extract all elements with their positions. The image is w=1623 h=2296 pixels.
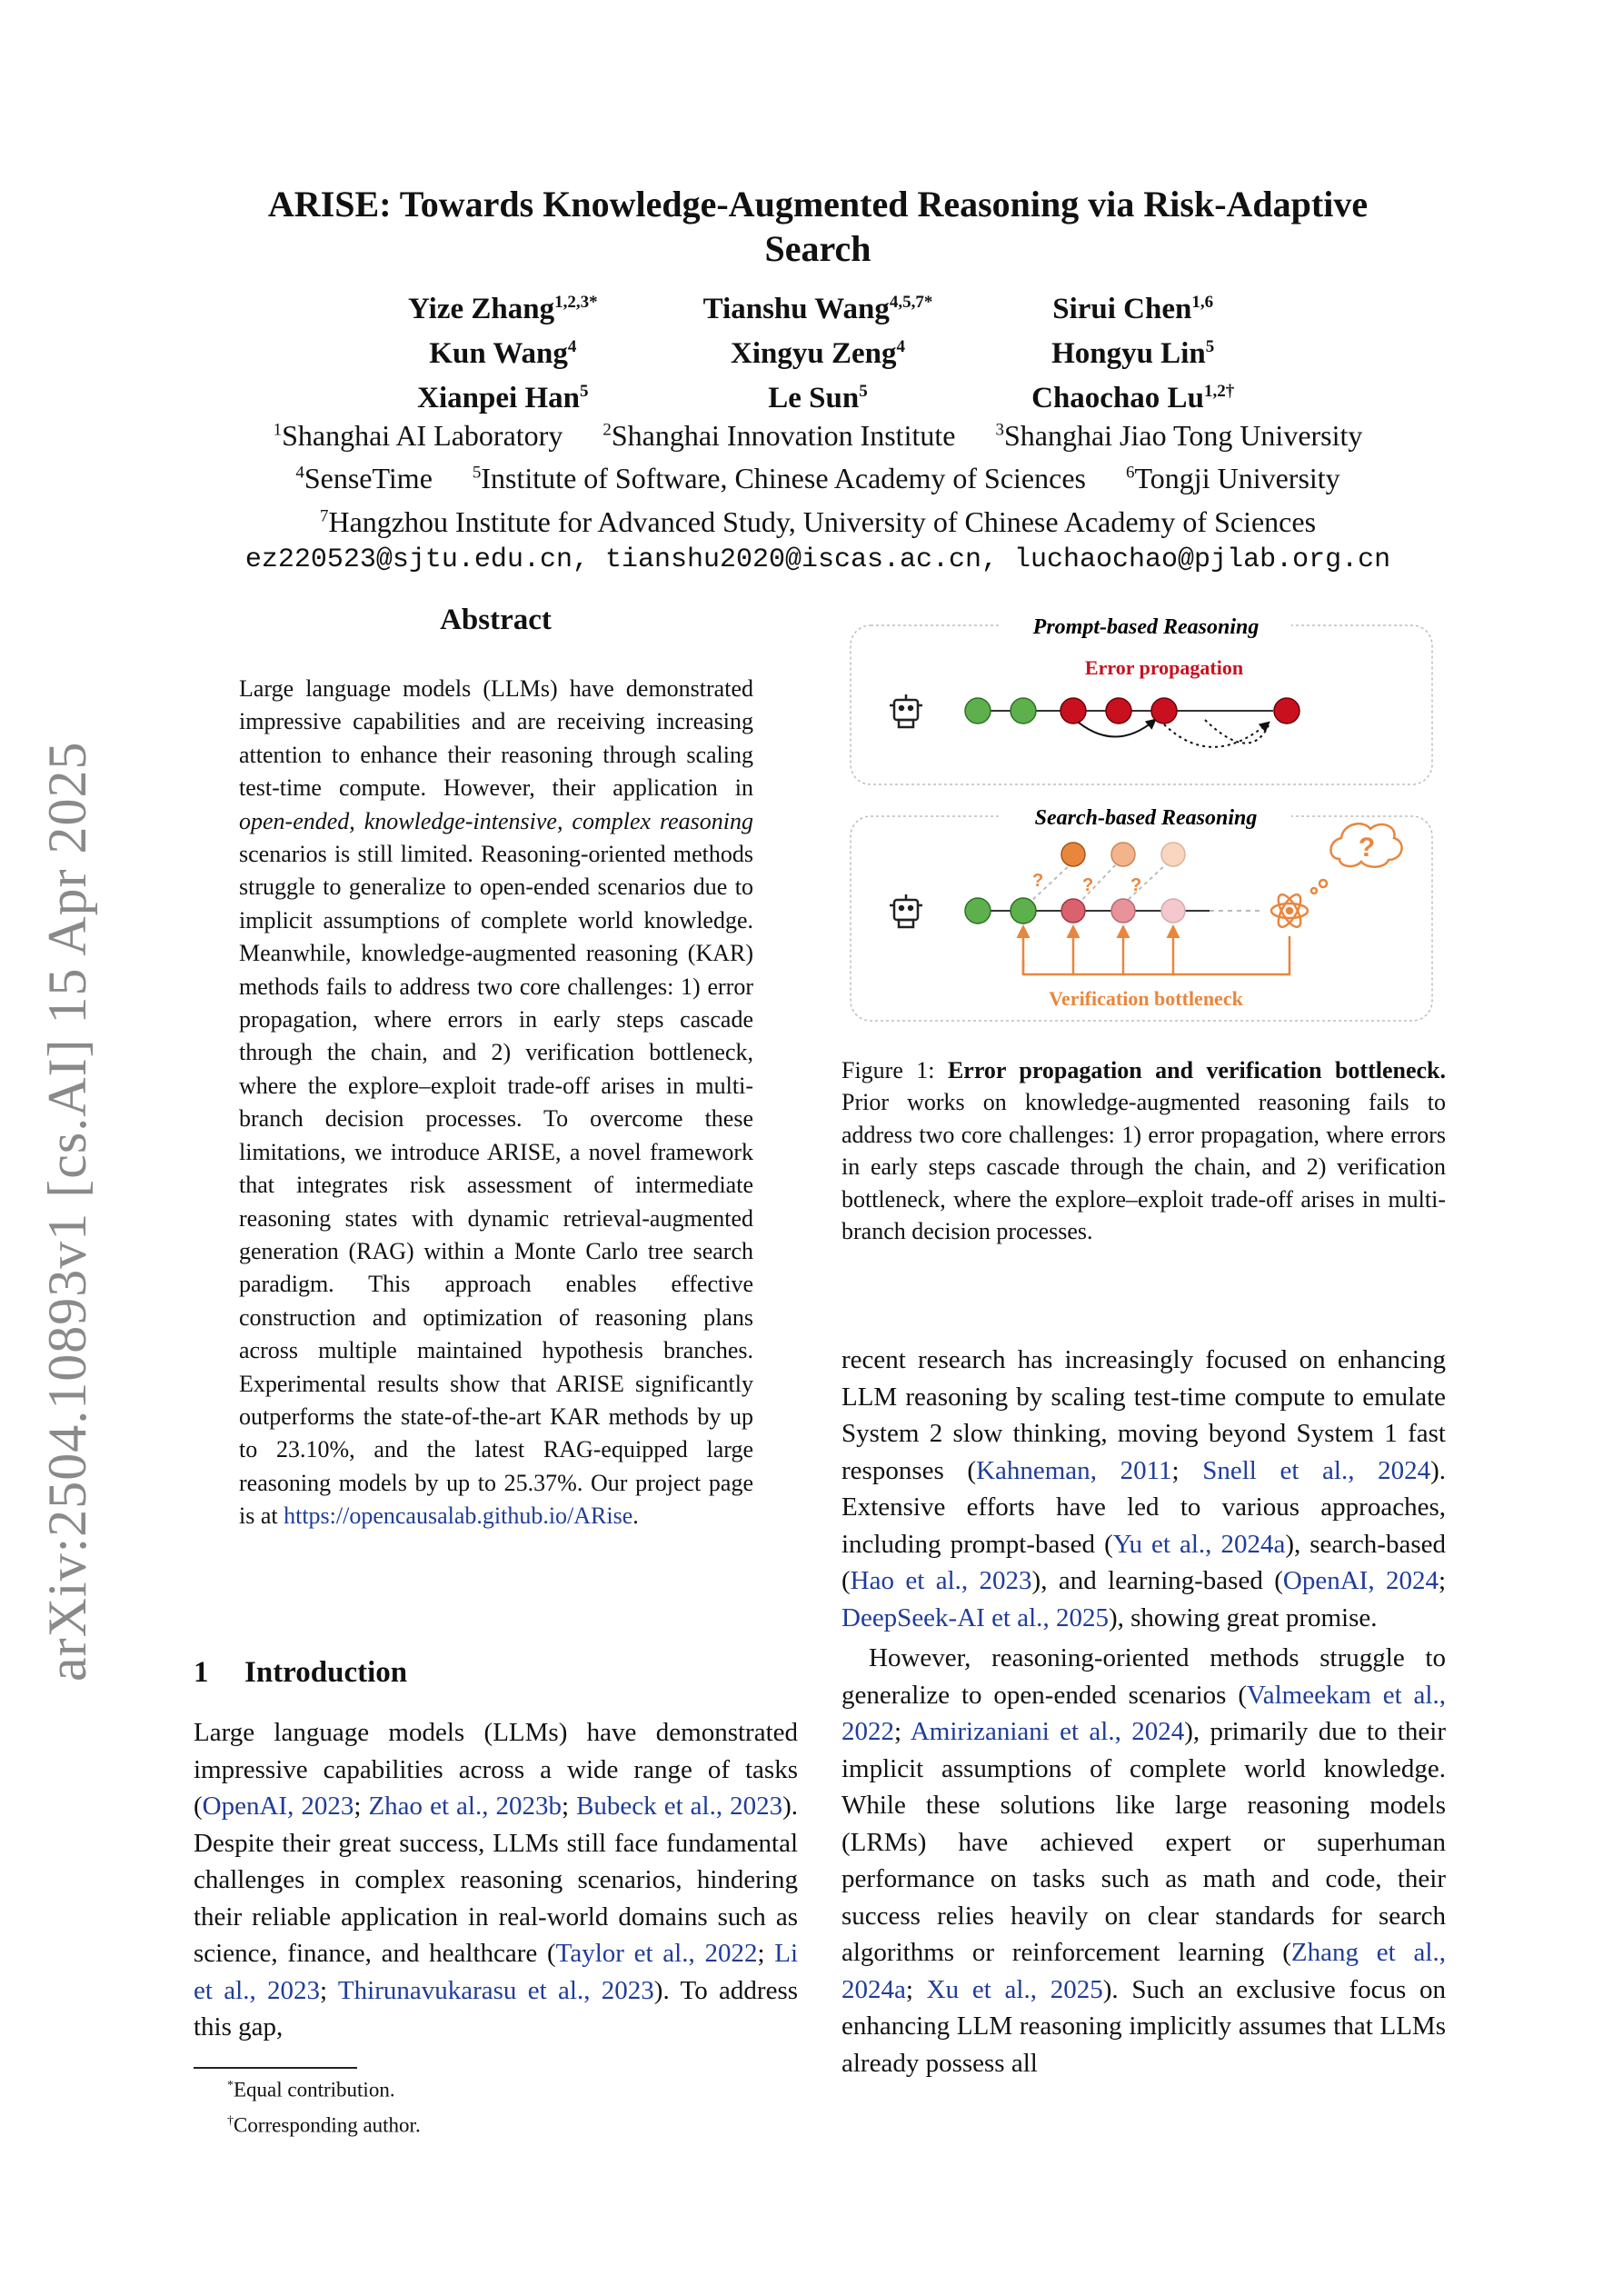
figure-1-diagram	[841, 600, 1446, 1027]
citation-link[interactable]: Bubeck et al., 2023	[576, 1792, 783, 1821]
citation-link[interactable]: Li et al., 2023	[194, 1939, 799, 2005]
author-emails[interactable]: ez220523@sjtu.edu.cn, tianshu2020@iscas.ac.cn, luchaochao@pjlab.org.cn	[244, 544, 1391, 575]
citation-link[interactable]: OpenAI, 2024	[1282, 1566, 1439, 1595]
citation-link[interactable]: Xu et al., 2025	[926, 1974, 1103, 2004]
reasoning-node	[1111, 843, 1135, 866]
author: Le Sun$^5$	[768, 382, 868, 414]
reasoning-node	[1060, 698, 1086, 724]
citation-link[interactable]: Snell et al., 2024	[1202, 1455, 1431, 1485]
citation-link[interactable]: Amirizaniani et al., 2024	[910, 1717, 1185, 1746]
thought-question-mark: ?	[1358, 833, 1376, 863]
question-mark: ?	[1082, 875, 1094, 895]
footnote: †Corresponding author.	[227, 2113, 421, 2137]
abstract-body: Large language models (LLMs) have demonstrated impressive capabilities and are receiving increasing attention to enhance their reasoning through scaling test-time compute. However, their application in open-ended, knowledge-intensive, complex reasoning scenarios is still limited. Reasoning-oriented methods struggle to generalize to open-ended scenarios due to implicit assumptions of complete world knowledge. Meanwhile, knowledge-augmented reasoning (KAR) methods fails to address two core challenges: 1) error propagation, where errors in early steps cascade through the chain, and 2) verification bottleneck, where the explore–exploit trade-off arises in multi-branch decision processes. To overcome these limitations, we introduce ARISE, a novel framework that integrates risk assessment of intermediate reasoning states with dynamic retrieval-augmented generation (RAG) within a Monte Carlo tree search paradigm. This approach enables effective construction and optimization of reasoning plans across multiple maintained hypothesis branches. Experimental results show that ARISE significantly outperforms the state-of-the-art KAR methods by up to 23.10%, and the latest RAG-equipped large reasoning models by up to 25.37%. Our project page is at https://opencausalab.github.io/ARise.	[239, 675, 753, 1530]
robot-icon	[890, 694, 922, 727]
citation-link[interactable]: DeepSeek-AI et al., 2025	[841, 1602, 1109, 1632]
affiliation: $^6$Tongji University	[1125, 462, 1340, 495]
question-mark: ?	[1130, 875, 1142, 895]
footnote: *Equal contribution.	[227, 2078, 395, 2101]
author: Yize Zhang$^{1,2,3*}$	[408, 293, 598, 325]
affiliation: $^2$Shanghai Innovation Institute	[602, 418, 956, 452]
question-mark: ?	[1032, 871, 1044, 891]
author: Chaochao $Lu^{1,2\dagger}$	[1031, 382, 1235, 414]
paper-title	[182, 182, 1454, 271]
footnote-rule	[194, 2067, 357, 2069]
author: Xianpei Han$^5$	[417, 382, 589, 414]
reasoning-node	[1161, 843, 1185, 866]
search-based-label: Search-based Reasoning	[1034, 806, 1258, 830]
title-line1: : Towards Knowledge-Augmented Reasoning via Risk-Adaptive	[379, 184, 1369, 225]
author: Kun Wang$^4$	[429, 337, 577, 370]
prompt-based-label: Prompt-based Reasoning	[1032, 615, 1260, 639]
error-propagation-label: Error propagation	[1084, 656, 1244, 679]
affiliation: $^5$Institute of Software, Chinese Academy of Sciences	[472, 462, 1086, 495]
right-column-body: recent research has increasingly focused on enhancing LLM reasoning by scaling test-time compute to emulate System 2 slow thinking, moving beyond System 1 fast responses (Kahneman, 2011; Snell et al., 2024). Extensive efforts have led to various approaches, including prompt-based (Yu et al., 2024a), search-based (Hao et al., 2023), and learning-based (OpenAI, 2024; DeepSeek-AI et al., 2025), showing great promise. However, reasoning-oriented methods struggle to generalize to open-ended scenarios (Valmeekam et al., 2022; Amirizaniani et al., 2024), primarily due to their implicit assumptions of complete world knowledge. While these solutions like large reasoning models (LRMs) have achieved expert or superhuman performance on tasks such as math and code, their success relies heavily on clear standards for search algorithms or reinforcement learning (Zhang et al., 2024a; Xu et al., 2025). Such an exclusive focus on enhancing LLM reasoning implicitly assumes that LLMs already possess all	[841, 1345, 1447, 2078]
prompt-based-panel	[851, 625, 1432, 784]
thought-bubble-icon	[1311, 824, 1402, 893]
verification-bottleneck-label: Verification bottleneck	[1049, 987, 1243, 1010]
affiliation: $^7$Hangzhou Institute for Advanced Study, University of Chinese Academy of Sciences	[319, 504, 1317, 538]
reasoning-node	[1061, 899, 1085, 923]
reasoning-node	[1011, 698, 1036, 724]
abstract-heading: Abstract	[440, 604, 552, 636]
author: Xingyu Zeng$^4$	[731, 337, 905, 370]
reasoning-node	[965, 898, 991, 923]
title-name-ar: AR	[267, 184, 321, 225]
author-list	[345, 284, 1290, 417]
title-line2: Search	[764, 228, 871, 269]
author: Sirui Chen$^{1,6}$	[1052, 293, 1214, 325]
section-heading-introduction: 1 Introduction	[194, 1656, 408, 1689]
arxiv-side-stamp: arXiv:2504.10893v1 [cs.AI] 15 Apr 2025	[37, 741, 97, 1682]
citation-link[interactable]: Thirunavukarasu et al., 2023	[337, 1975, 654, 2005]
affiliation: $^4$SenseTime	[295, 462, 433, 495]
author: Hongyu Lin$^5$	[1051, 337, 1215, 370]
citation-link[interactable]: Zhao et al., 2023b	[368, 1792, 562, 1821]
citation-link[interactable]: Kahneman, 2011	[976, 1455, 1172, 1485]
project-page-link[interactable]: https://opencausalab.github.io/ARise	[284, 1502, 633, 1530]
citation-link[interactable]: Yu et al., 2024a	[1112, 1529, 1286, 1559]
reasoning-node	[1161, 899, 1185, 923]
citation-link[interactable]: OpenAI, 2023	[202, 1792, 354, 1821]
citation-link[interactable]: Hao et al., 2023	[850, 1566, 1032, 1595]
atom-icon	[1271, 892, 1308, 931]
reasoning-node	[965, 698, 991, 724]
figure-1-caption: Figure 1: Error propagation and verification bottleneck. Prior works on knowledge-augmented reasoning fails to address two core challenges: 1) error propagation, where errors in early steps cascade through the chain, and 2) verification bottleneck, where the explore–exploit trade-off arises in multi-branch decision processes.	[841, 1057, 1447, 1245]
title-name-ise: ISE	[320, 184, 380, 225]
affiliation: $^3$Shanghai Jiao Tong University	[995, 418, 1363, 452]
introduction-body: Large language models (LLMs) have demonstrated impressive capabilities across a wide range of tasks (OpenAI, 2023; Zhao et al., 2023b; Bubeck et al., 2023). Despite their great success, LLMs still face fundamental challenges in complex reasoning scenarios, hindering their reliable application in real-world domains such as science, finance, and healthcare (Taylor et al., 2022; Li et al., 2023; Thirunavukarasu et al., 2023). To address this gap,	[194, 1718, 799, 2041]
citation-link[interactable]: Taylor et al., 2022	[555, 1939, 758, 1968]
reasoning-node	[1061, 843, 1085, 866]
reasoning-node	[1106, 698, 1131, 724]
author: Tianshu Wang$^{4,5,7*}$	[702, 293, 933, 325]
footnotes	[227, 2071, 421, 2141]
citation-link[interactable]: Valmeekam et al., 2022	[841, 1680, 1446, 1746]
citation-link[interactable]: Zhang et al., 2024a	[841, 1938, 1446, 2004]
affiliation: $^1$Shanghai AI Laboratory	[273, 418, 563, 452]
reasoning-node	[1151, 698, 1177, 724]
reasoning-node	[1011, 898, 1036, 923]
reasoning-node	[1274, 698, 1299, 724]
affiliations	[127, 411, 1508, 579]
reasoning-node	[1111, 899, 1135, 923]
robot-icon	[890, 894, 922, 927]
